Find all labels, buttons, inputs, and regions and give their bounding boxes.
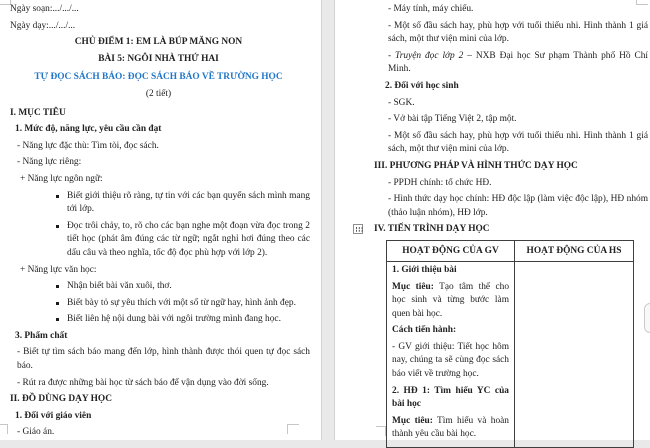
para-sgk: - SGK. (388, 97, 415, 108)
subsection-pham-chat: 3. Phẩm chất (15, 330, 68, 341)
muc-tieu-text: Tìm hiểu và hoàn thành yêu cầu bài học. (392, 415, 509, 440)
section-do-dung: II. ĐỒ DÙNG DẠY HỌC (10, 394, 112, 405)
para-hinh-thuc: - Hình thức dạy học chính: HĐ độc lập (làm việc độc lập), HĐ nhóm (thảo luận nhóm), HĐ lớp. (388, 194, 648, 218)
para-nang-luc-ngon-ngu: + Năng lực ngôn ngữ: (20, 173, 103, 184)
section-phuong-phap: III. PHƯƠNG PHÁP VÀ HÌNH THỨC DẠY HỌC (374, 160, 578, 171)
para-pham-chat-2: - Rút ra được những bài học từ sách báo để vận dụng vào đời sống. (17, 377, 269, 388)
subsection-hoc-sinh: 2. Đối với học sinh (385, 80, 459, 91)
cell-para-muc-tieu-1 (392, 281, 509, 322)
cell-para-gioi-thieu: 1. Giới thiệu bài (392, 264, 457, 275)
cell-gv-activities (387, 261, 515, 447)
activity-table-body-row (387, 261, 634, 447)
bullet-bay-to: Biết bày tỏ sự yêu thích với một số từ ngữ hay, hình ảnh đẹp. (67, 297, 310, 311)
muc-tieu-label: Mục tiêu: (392, 281, 434, 292)
para-giao-an: - Giáo án. (17, 427, 55, 438)
col-header-hs: HOẠT ĐỘNG CỦA HS (515, 240, 634, 261)
cell-para-gv-gioi-thieu: - GV giới thiệu: Tiết học hôm nay, chúng ta sẽ cùng đọc sách báo viết về trường học. (392, 341, 509, 380)
muc-tieu-label: Mục tiêu: (392, 415, 433, 426)
subsection-giao-vien: 1. Đối với giáo viên (15, 410, 92, 421)
activity-table (386, 240, 634, 448)
para-ppdh: - PPDH chính: tổ chức HĐ. (388, 177, 492, 188)
duration-line: (2 tiết) (145, 88, 172, 99)
bullet-lien-he: Biết liên hệ nội dung bài với ngôi trường mình đang học. (67, 313, 310, 327)
bullet-nhan-biet: Nhận biết bài văn xuôi, thơ. (67, 280, 310, 294)
col-header-gv: HOẠT ĐỘNG CỦA GV (387, 240, 515, 261)
date-line-day: Ngày dạy:.../.../... (10, 20, 76, 31)
para-dau-sach-2: - Một số đầu sách hay, phù hợp với tuổi thiếu nhi. Hình thành 1 giá sách, một thư viện mini của lớp. (388, 130, 648, 155)
para-dau-sach-1: - Một số đầu sách hay, phù hợp với tuổi thiếu nhi. Hình thành 1 giá sách, một thư viện mini của lớp. (388, 20, 648, 45)
tien-trinh-row (335, 223, 650, 237)
para-nang-luc-van-hoc: + Năng lực văn học: (20, 264, 97, 275)
muc-tieu-text: Tạo tâm thế cho học sinh và từng bước làm quen bài học. (392, 281, 510, 319)
para-nang-luc-dac-thu: - Năng lực đặc thù: Tìm tòi, đọc sách. (17, 140, 159, 151)
book-title-rest: – NXB Đại học Sư phạm Thành phố Hồ Chí Minh. (388, 50, 648, 75)
table-move-handle-icon[interactable] (353, 224, 363, 234)
cell-hs-activities (515, 261, 634, 447)
cell-para-cach-tien-hanh: Cách tiến hành: (392, 325, 457, 336)
lesson-heading: BÀI 5: NGÔI NHÀ THỨ HAI (98, 53, 219, 64)
para-nang-luc-rieng: - Năng lực riêng: (17, 157, 82, 168)
section-tien-trinh: IV. TIẾN TRÌNH DẠY HỌC (374, 224, 490, 235)
book-title-italic: - Truyện đọc lớp 2 (388, 50, 464, 61)
section-muc-tieu: I. MỤC TIÊU (10, 107, 66, 118)
para-pham-chat-1: - Biết tự tìm sách báo mang đến lớp, hình thành được thói quen tự đọc sách báo. (17, 347, 310, 372)
document-page-2 (334, 0, 650, 440)
page2-content (335, 3, 650, 448)
date-line-soan: Ngày soạn:.../.../... (10, 4, 79, 14)
para-may-tinh: - Máy tính, máy chiếu. (388, 4, 474, 14)
para-vo-bai-tap: - Vở bài tập Tiếng Việt 2, tập một. (388, 114, 517, 125)
subsection-muc-do: 1. Mức độ, năng lực, yêu cầu cần đạt (15, 124, 162, 135)
document-page-1 (0, 0, 322, 440)
cell-para-muc-tieu-2 (392, 415, 509, 442)
subject-heading: TỰ ĐỌC SÁCH BÁO: ĐỌC SÁCH BÁO VỀ TRƯỜNG HỌC (34, 72, 283, 83)
scrollbar-thumb[interactable] (644, 303, 650, 333)
para-truyen-doc (388, 50, 648, 77)
chapter-heading: CHỦ ĐIỂM 1: EM LÀ BÚP MĂNG NON (74, 37, 243, 48)
activity-table-header-row (387, 240, 634, 261)
bullet-doc-troi-chay: Đọc trôi chảy, to, rõ cho các bạn nghe một đoạn vừa đọc trong 2 tiết học (phát âm đúng các từ ngữ; ngắt nghỉ hơi đúng theo các dấu câu và theo nghĩa, tốc độ đọc phù hợp với lớp 2). (67, 220, 310, 261)
page1-content (0, 3, 321, 443)
bullet-gioi-thieu: Biết giới thiệu rõ ràng, tự tin với các bạn quyển sách mình mang tới lớp. (67, 190, 310, 217)
cell-para-hd1: 2. HĐ 1: Tìm hiểu YC của bài học (392, 385, 509, 410)
